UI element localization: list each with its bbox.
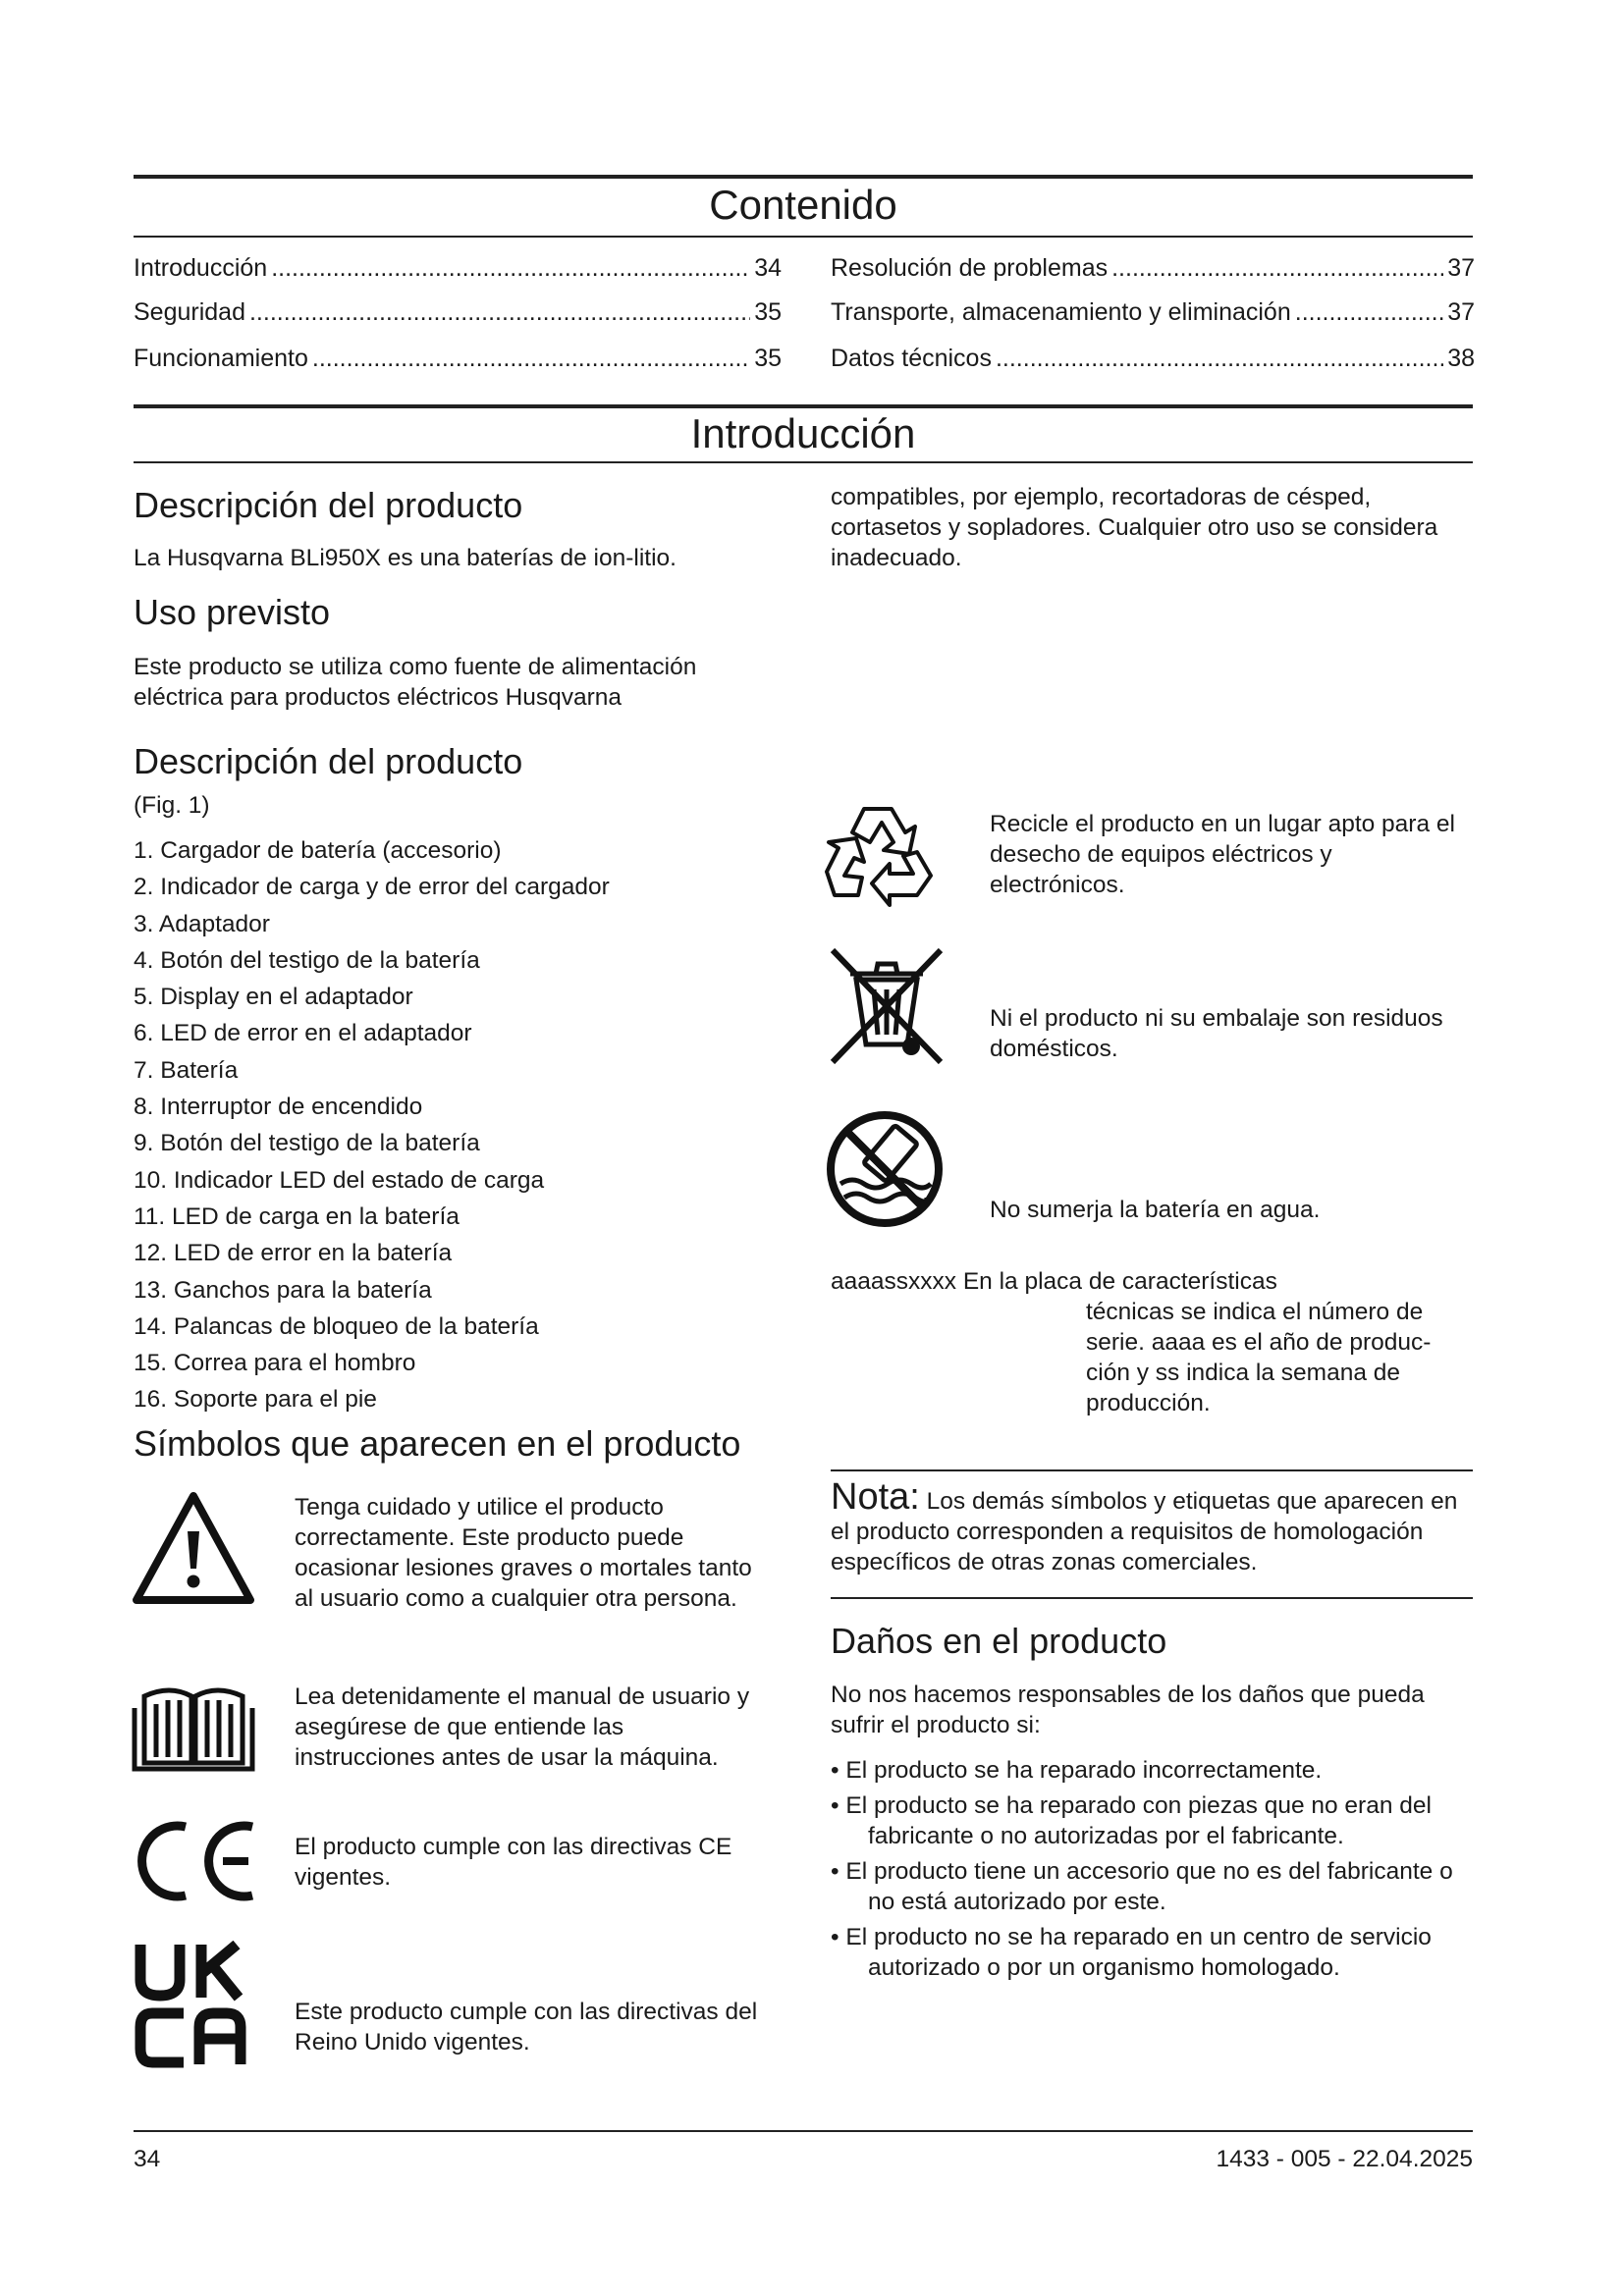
warning-triangle-icon (131, 1490, 256, 1606)
list-item: 12. LED de error en la batería (134, 1240, 453, 1267)
list-item: 6. LED de error en el adaptador (134, 1020, 472, 1047)
list-item: 8. Interruptor de encendido (134, 1094, 423, 1121)
toc-entry-introduccion[interactable]: Introducción ..... 34 (134, 253, 782, 283)
list-item: 1. Cargador de batería (accesorio) (134, 837, 502, 864)
damage-intro: No nos hacemos responsables de los daños que pueda sufrir el producto si: (831, 1682, 1425, 1738)
serial-code: aaaassxxxx (831, 1268, 957, 1295)
list-item: • El producto no se ha reparado en un centro de servicio autorizado o por un organismo homologado. (831, 1922, 1469, 1983)
contents-title: Contenido (709, 182, 897, 228)
manual-symbol-text: Lea detenidamente el manual de usuario y asegúrese de que entiende las instrucciones antes de usar la máquina. (295, 1683, 750, 1771)
toc-entry-resolucion[interactable]: Resolución de problemas ..... 37 (831, 253, 1475, 283)
intended-use-text-cont: compatibles, por ejemplo, recortadoras de césped, cortasetos y sopladores. Cualquier otro uso se considera inadecuado. (831, 484, 1438, 571)
ce-symbol-text: El producto cumple con las directivas CE vigentes. (295, 1834, 732, 1891)
ce-mark-icon (131, 1819, 258, 1903)
serial-text-rest: técnicas se indica el número de serie. aaaa es el año de produc-ción y ss indica la semana de producción. (1086, 1299, 1432, 1416)
no-submerge-icon (823, 1107, 947, 1231)
parts-list (134, 832, 610, 1418)
note-top-rule (831, 1469, 1473, 1471)
page-number: 34 (134, 2146, 161, 2172)
document-reference: 1433 - 005 - 22.04.2025 (1216, 2146, 1473, 2172)
list-item: 16. Soporte para el pie (134, 1386, 377, 1414)
list-item: • El producto tiene un accesorio que no es del fabricante o no está autorizado por este. (831, 1856, 1469, 1917)
note-text: Los demás símbolos y etiquetas que aparecen en el producto corresponden a requisitos de homologación específicos de otras zonas comerciales. (831, 1488, 1458, 1575)
list-item: 15. Correa para el hombro (134, 1350, 416, 1377)
contents-rule (134, 236, 1473, 238)
toc-entry-funcionamiento[interactable]: Funcionamiento ..... 35 (134, 344, 782, 373)
toc-entry-datos-tecnicos[interactable]: Datos técnicos ..... 38 (831, 344, 1475, 373)
intro-top-rule (134, 404, 1473, 408)
serial-text-line1: En la placa de características (962, 1268, 1277, 1295)
product-description-heading: Descripción del producto (134, 485, 523, 525)
list-item: • El producto se ha reparado con piezas que no eran del fabricante o no autorizadas por el fabricante. (831, 1790, 1469, 1851)
list-item: 14. Palancas de bloqueo de la batería (134, 1312, 539, 1340)
intended-use-heading: Uso previsto (134, 592, 331, 632)
intro-title: Introducción (690, 410, 916, 456)
fig-reference: (Fig. 1) (134, 792, 210, 819)
intended-use-text: Este producto se utiliza como fuente de alimentación eléctrica para productos eléctricos Husqvarna (134, 654, 697, 711)
note-block (831, 1476, 1479, 1577)
warning-symbol-text: Tenga cuidado y utilice el producto correctamente. Este producto puede ocasionar lesiones graves o mortales tanto al usuario como a cualquier otra persona. (295, 1494, 752, 1612)
no-water-symbol-text: No sumerja la batería en agua. (990, 1197, 1321, 1223)
list-item: • El producto se ha reparado incorrectamente. (831, 1755, 1469, 1786)
toc-entry-seguridad[interactable]: Seguridad ..... 35 (134, 297, 782, 327)
list-item: 3. Adaptador (134, 910, 270, 937)
list-item: 10. Indicador LED del estado de carga (134, 1166, 545, 1194)
recycle-symbol-text: Recicle el producto en un lugar apto para el desecho de equipos eléctricos y electrónicos. (990, 811, 1455, 898)
list-item: 9. Botón del testigo de la batería (134, 1130, 480, 1157)
list-item: 5. Display en el adaptador (134, 984, 413, 1011)
ukca-mark-icon (131, 1941, 258, 2068)
recycle-icon (823, 797, 939, 909)
note-bottom-rule (831, 1597, 1473, 1599)
toc-entry-transporte[interactable]: Transporte, almacenamiento y eliminación ..... 37 (831, 297, 1475, 327)
footer-rule (134, 2130, 1473, 2132)
symbols-heading: Símbolos que aparecen en el producto (134, 1423, 741, 1464)
product-overview-heading: Descripción del producto (134, 741, 523, 781)
ukca-symbol-text: Este producto cumple con las directivas del Reino Unido vigentes. (295, 1999, 758, 2056)
serial-number-line (831, 1266, 1277, 1297)
note-label: Nota: (831, 1476, 920, 1518)
list-item: 13. Ganchos para la batería (134, 1276, 432, 1304)
top-rule (134, 175, 1473, 179)
product-description-text: La Husqvarna BLi950X es una baterías de ion-litio. (134, 545, 677, 571)
list-item: 4. Botón del testigo de la batería (134, 946, 480, 974)
list-item: 7. Batería (134, 1056, 239, 1084)
read-manual-icon (131, 1679, 256, 1773)
bin-symbol-text: Ni el producto ni su embalaje son residuos domésticos. (990, 1005, 1443, 1062)
damage-list (831, 1755, 1469, 1988)
list-item: 11. LED de carga en la batería (134, 1202, 460, 1230)
list-item: 2. Indicador de carga y de error del cargador (134, 874, 610, 901)
intro-rule (134, 461, 1473, 463)
damage-heading: Daños en el producto (831, 1621, 1167, 1661)
crossed-out-bin-icon (823, 942, 950, 1070)
